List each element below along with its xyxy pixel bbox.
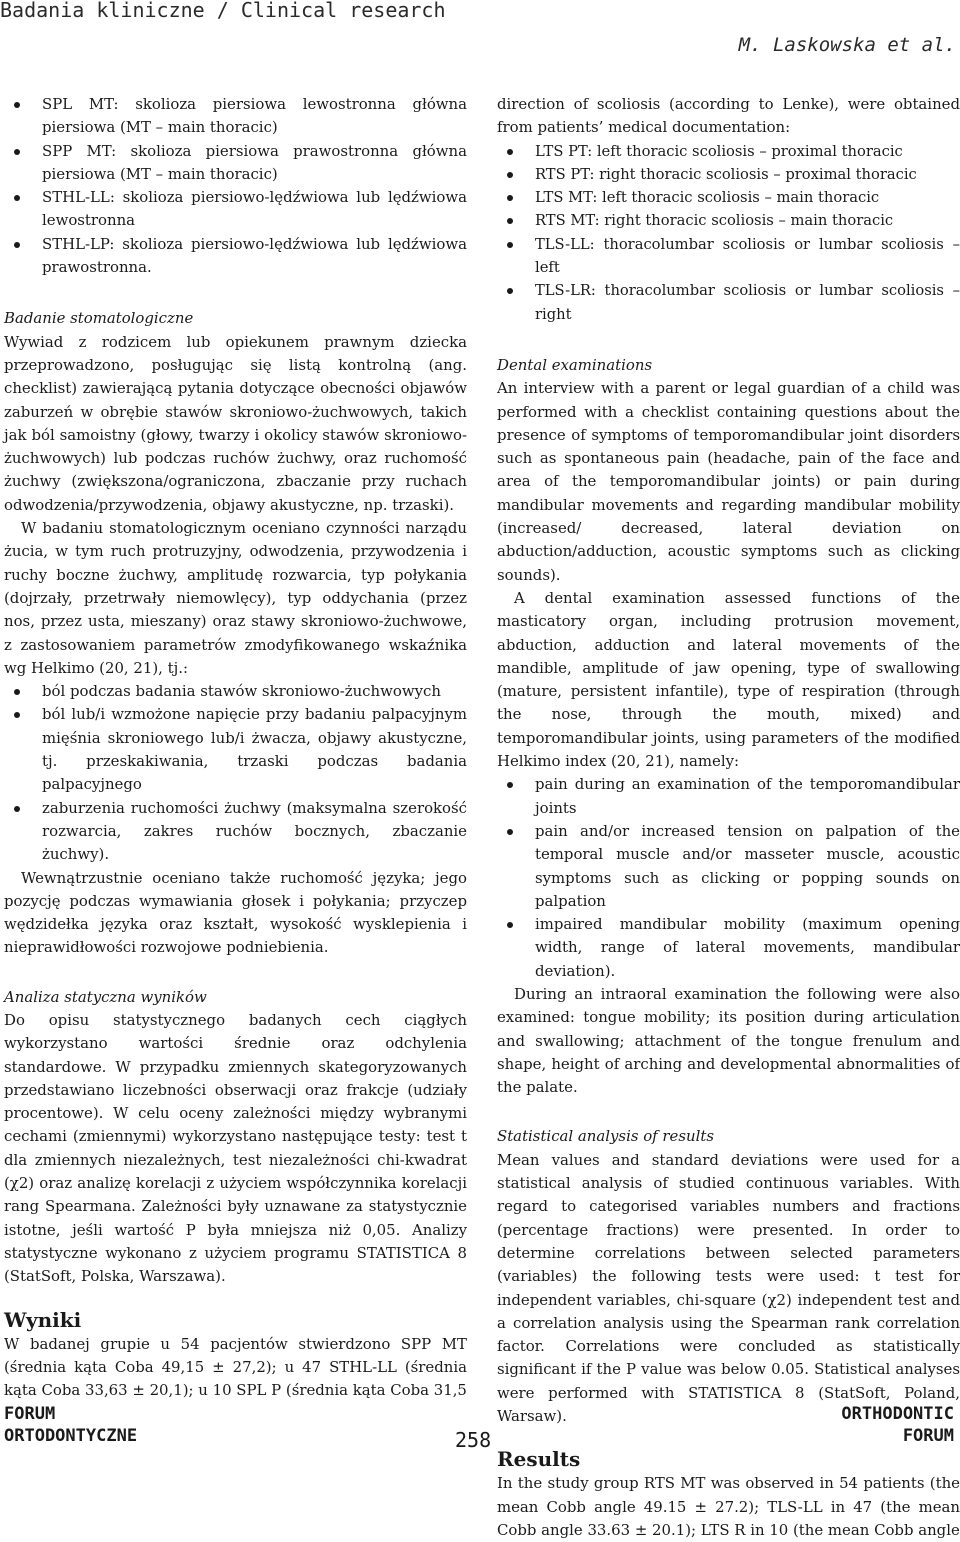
list-item: RTS MT: right thoracic scoliosis – main thoracic [497, 209, 960, 232]
helkimo-list-en [497, 773, 960, 983]
scoliosis-classification-list-pl [4, 93, 467, 279]
paragraph: W badanej grupie u 54 pacjentów stwierdzono SPP MT (średnia kąta Coba 49,15 ± 27,2); u 47 STHL-LL (średnia kąta Coba 33,63 ± 20,1); u 10 SPL P (średnia kąta Coba 31,5 [4, 1334, 467, 1400]
list-item: impaired mandibular mobility (maximum opening width, range of lateral movements, mandibular deviation). [497, 913, 960, 983]
list-item: ból podczas badania stawów skroniowo-żuchwowych [4, 680, 467, 703]
footer-journal-en-line1: ORTHODONTIC [841, 1404, 954, 1424]
paragraph: W badaniu stomatologicznym oceniano czynności narządu żucia, w tym ruch protruzyjny, odwodzenia, przywodzenia i ruchy boczne żuchwy, amplitudę rozwarcia, typ połykania (dojrzały, przetrwały niemowlęcy), typ oddychania (przez nos, przez usta, mieszany) oraz stawy skroniowo-żuchwowe, z zastosowaniem parametrów zmodyfikowanego wskaźnika wg Helkimo (20, 21), tj.: [4, 519, 467, 677]
section-heading-statistics-pl: Analiza statyczna wyników [4, 987, 207, 1006]
footer-journal-en-line2: FORUM [902, 1426, 954, 1446]
list-item: ból lub/i wzmożone napięcie przy badaniu palpacyjnym mięśnia skroniowego lub/i żwacza, objawy akustyczne, tj. przeskakiwania, trzaski podczas badania palpacyjnego [4, 703, 467, 796]
paragraph: In the study group RTS MT was observed in 54 patients (the mean Cobb angle 49.15 ± 27.2); TLS-LL in 47 (the mean Cobb angle 33.63 ± 20.1); LTS R in 10 (the mean Cobb angle [497, 1474, 960, 1539]
left-column [4, 93, 467, 1402]
list-item: TLS-LL: thoracolumbar scoliosis or lumbar scoliosis – left [497, 233, 960, 280]
list-item: pain and/or increased tension on palpation of the temporal muscle and/or masseter muscle, acoustic symptoms such as clicking or popping sounds on palpation [497, 820, 960, 913]
paragraph: During an intraoral examination the following were also examined: tongue mobility; its position during articulation and swallowing; attachment of the tongue frenulum and shape, height of arching and developmental abnormalities of the palate. [497, 984, 960, 1097]
page-number: 258 [455, 1428, 492, 1452]
running-header-section: Badania kliniczne / Clinical research [0, 0, 446, 22]
paragraph: A dental examination assessed functions of the masticatory organ, including protrusion movement, abduction, adduction and lateral movements of the mandible, amplitude of jaw opening, type of swallowing (mature, persistent infantile), type of respiration (through the nose, through the mouth, mixed) and temporomandibular joints, using parameters of the modified Helkimo index (20, 21), namely: [497, 588, 960, 771]
running-header-authors: M. Laskowska et al. [738, 34, 956, 56]
section-heading-results-en: Results [497, 1447, 581, 1472]
list-item: SPL MT: skolioza piersiowa lewostronna główna piersiowa (MT – main thoracic) [4, 93, 467, 140]
list-item: RTS PT: right thoracic scoliosis – proximal thoracic [497, 163, 960, 186]
paragraph: Mean values and standard deviations were used for a statistical analysis of studied continuous variables. With regard to categorised variables numbers and fractions (percentage fractions) were presented. In order to determine correlations between selected parameters (variables) the following tests were used: t test for independent variables, chi-square (χ2) independent test and a correlation analysis using the Spearman rank correlation factor. Correlations were concluded as statistically significant if the P value was below 0.05. Statistical analyses were performed with STATISTICA 8 (StatSoft, Poland, Warsaw). [497, 1150, 960, 1426]
list-item: zaburzenia ruchomości żuchwy (maksymalna szerokość rozwarcia, zakres ruchów bocznych, zbaczanie żuchwy). [4, 797, 467, 867]
section-heading-results-pl: Wyniki [4, 1307, 82, 1332]
paragraph: Do opisu statystycznego badanych cech ciągłych wykorzystano wartości średnie oraz odchylenia standardowe. W przypadku zmiennych skategoryzowanych przedstawiano liczebności obserwacji oraz frakcje (udziały procentowe). W celu oceny zależności między wybranymi cechami (zmiennymi) wykorzystano następujące testy: test t dla zmiennych niezależnych, test niezależności chi-kwadrat (χ2) oraz analizę korelacji z użyciem współczynnika korelacji rang Spearmana. Zależności były uznawane za statystycznie istotne, jeśli wartość P była mniejsza niż 0,05. Analizy statystyczne wykonano z użyciem programu STATISTICA 8 (StatSoft, Polska, Warszawa). [4, 1010, 467, 1286]
section-heading-dental-pl: Badanie stomatologiczne [4, 309, 194, 328]
paragraph: Wywiad z rodzicem lub opiekunem prawnym dziecka przeprowadzono, posługując się listą kontrolną (ang. checklist) zawierającą pytania dotyczące obecności objawów zaburzeń w obrębie stawów skroniowo-żuchwowych, takich jak ból samoistny (głowy, twarzy i okolicy stawów skroniowo-żuchwowych) lub podczas ruchów żuchwy, oraz ruchomość żuchwy (zwiększona/ograniczona, zbaczanie przy ruchach odwodzenia/przywodzenia, objawy akustyczne, np. trzaski). [4, 332, 467, 514]
scoliosis-classification-list-en [497, 140, 960, 326]
list-item: STHL-LL: skolioza piersiowo-lędźwiowa lub lędźwiowa lewostronna [4, 186, 467, 233]
list-item: TLS-LR: thoracolumbar scoliosis or lumbar scoliosis – right [497, 279, 960, 326]
list-item: SPP MT: skolioza piersiowa prawostronna główna piersiowa (MT – main thoracic) [4, 140, 467, 187]
section-heading-statistics-en: Statistical analysis of results [497, 1127, 714, 1146]
paragraph: An interview with a parent or legal guardian of a child was performed with a checklist containing questions about the presence of symptoms of temporomandibular joint disorders such as spontaneous pain (headache, pain of the face and area of the temporomandibular joints) or pain during mandibular movements and regarding mandibular mobility (increased/ decreased, lateral deviation on abduction/adduction, acoustic symptoms such as clicking sounds). [497, 379, 960, 584]
helkimo-list-pl [4, 680, 467, 866]
right-column [497, 93, 960, 1542]
footer-journal-pl-line1: FORUM [4, 1404, 56, 1424]
list-item: LTS MT: left thoracic scoliosis – main thoracic [497, 186, 960, 209]
list-item: STHL-LP: skolioza piersiowo-lędźwiowa lub lędźwiowa prawostronna. [4, 233, 467, 280]
footer-journal-pl-line2: ORTODONTYCZNE [4, 1426, 138, 1446]
paragraph: direction of scoliosis (according to Lenke), were obtained from patients’ medical documentation: [497, 95, 960, 137]
list-item: LTS PT: left thoracic scoliosis – proximal thoracic [497, 140, 960, 163]
section-heading-dental-en: Dental examinations [497, 355, 653, 374]
paragraph: Wewnątrzustnie oceniano także ruchomość języka; jego pozycję podczas wymawiania głosek i połykania; przyczep wędzidełka języka oraz kształt, wysokość wysklepienia i nieprawidłowości rozwojowe podniebienia. [4, 868, 467, 957]
list-item: pain during an examination of the temporomandibular joints [497, 773, 960, 820]
